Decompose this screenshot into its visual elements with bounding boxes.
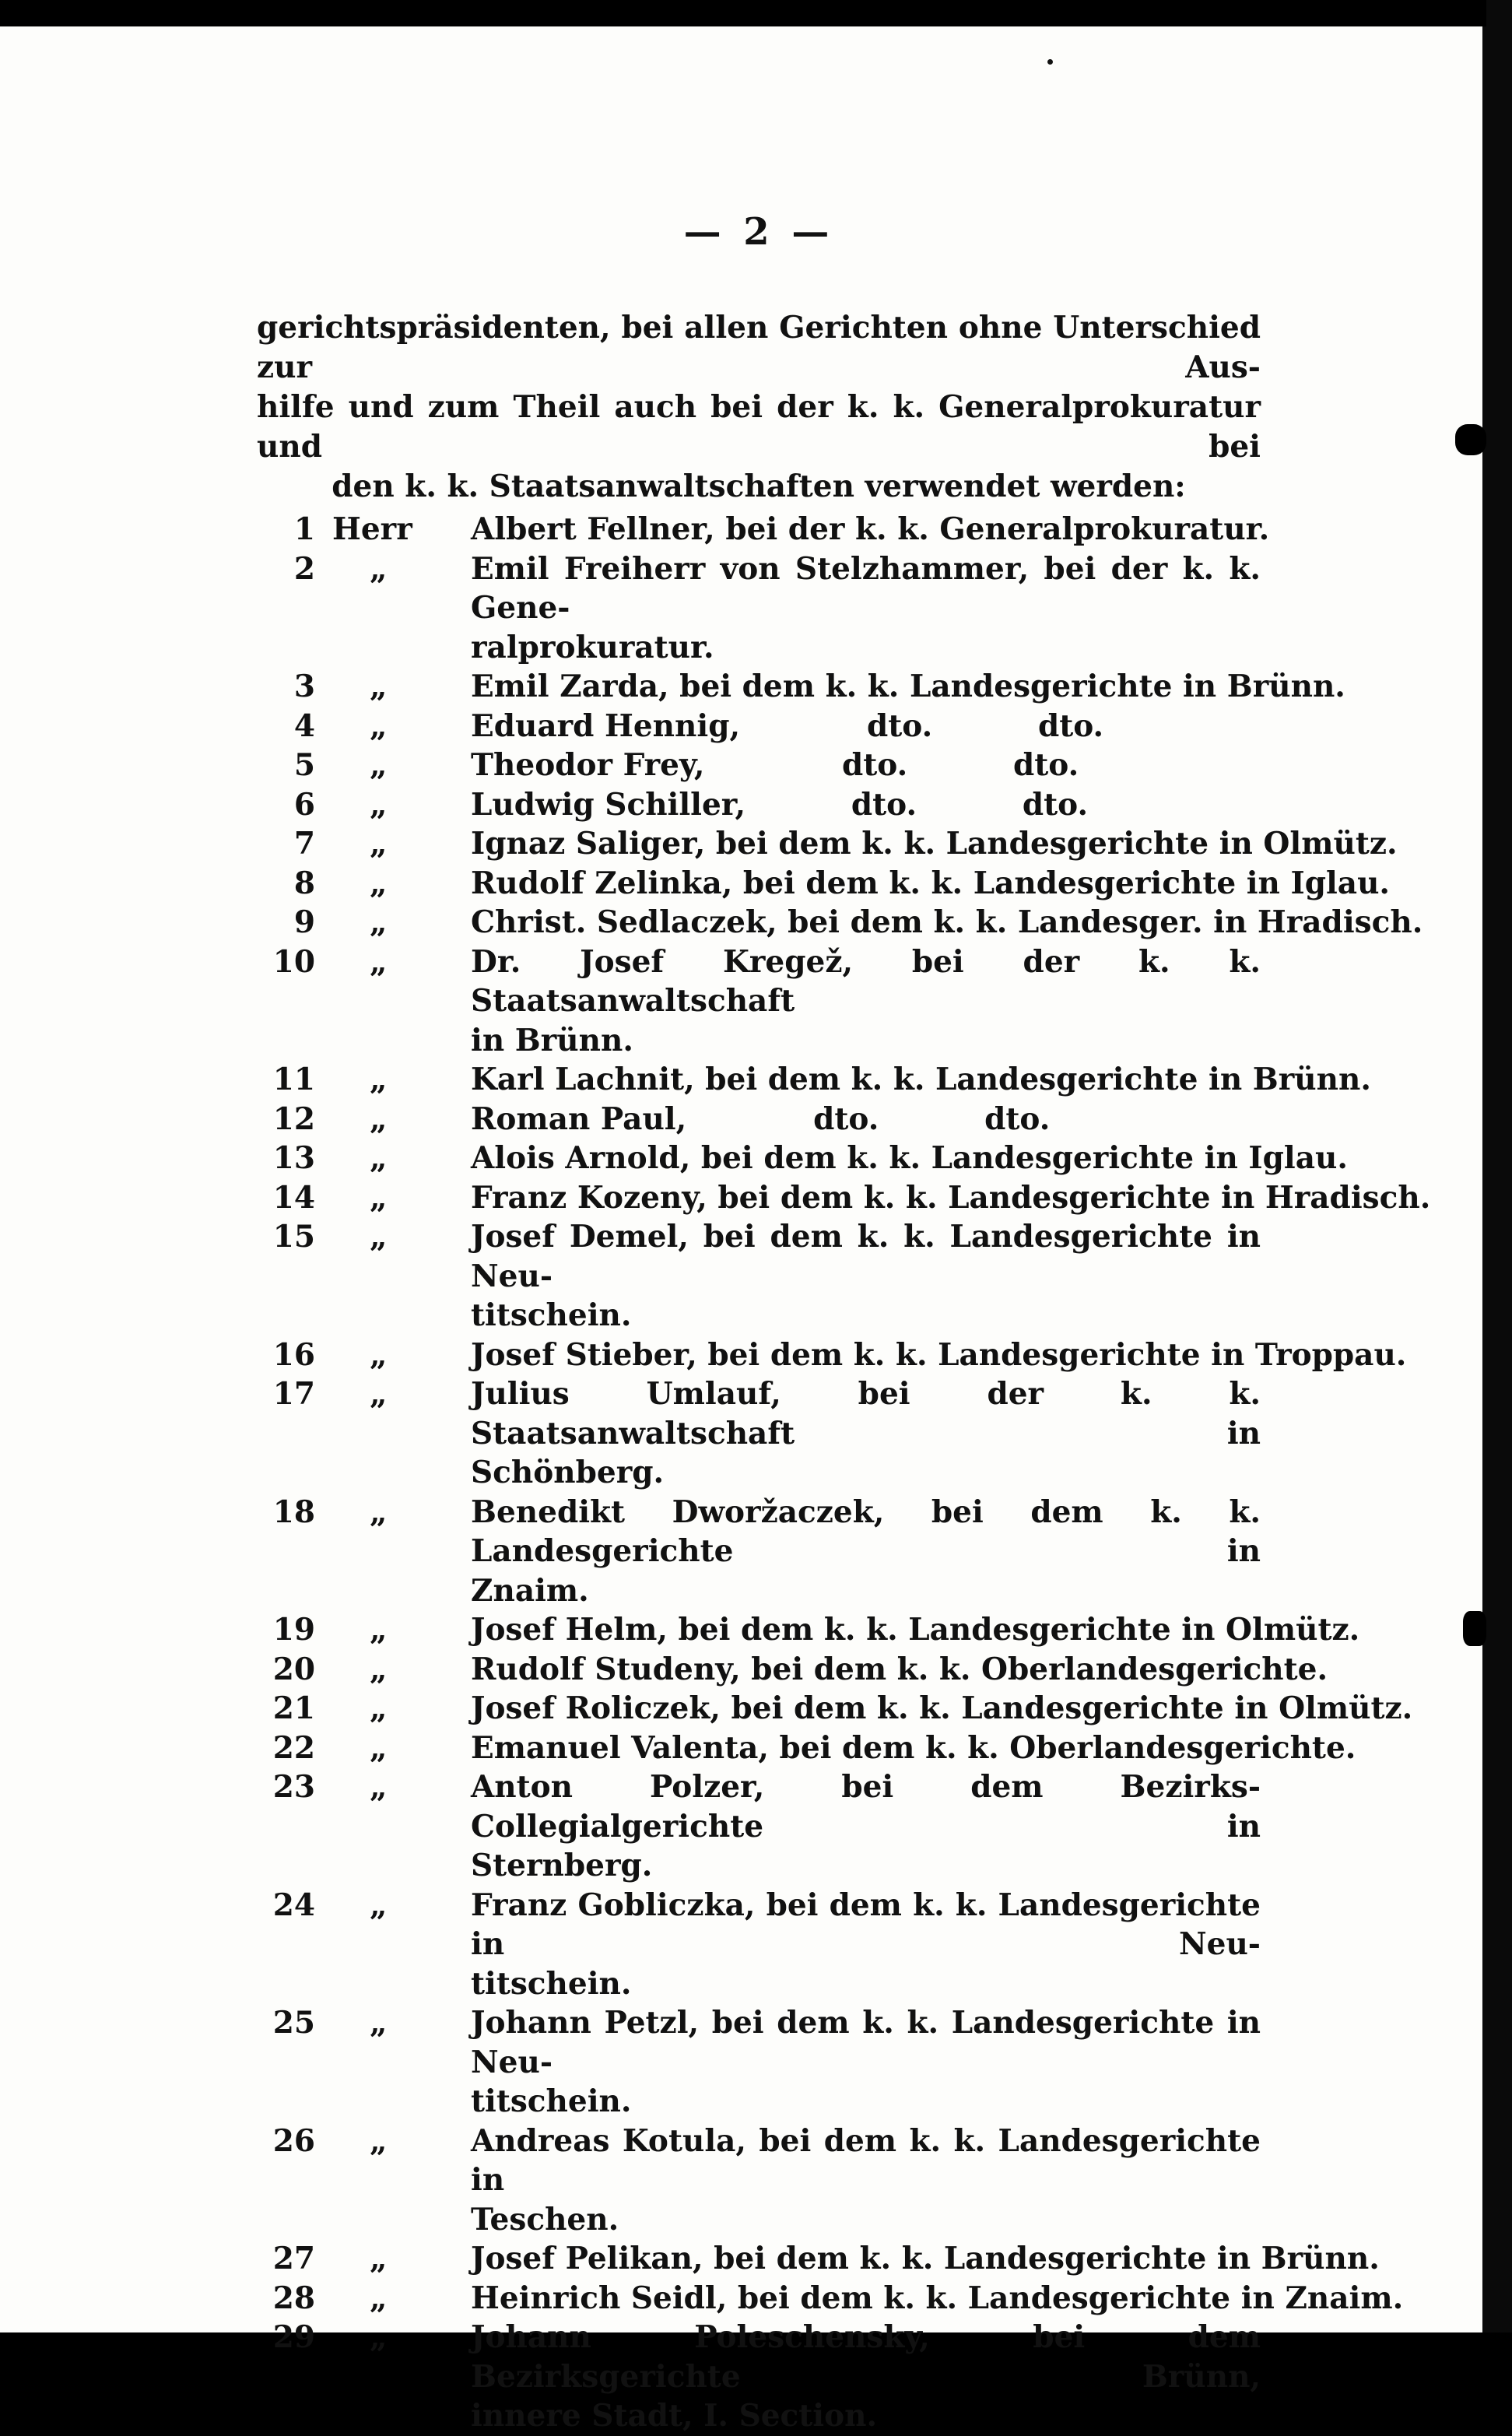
entry-number: 8: [293, 865, 315, 901]
entry-text: [471, 1217, 1261, 1336]
edge-mark: [1463, 1611, 1486, 1646]
ditto-mark: „: [370, 1690, 388, 1726]
entry-text: [471, 864, 1390, 904]
entry-number: 11: [272, 1062, 315, 1097]
entry-number: 21: [272, 1690, 315, 1726]
entry-line: Franz Gobliczka, bei dem k. k. Landesgerichte in Neu-: [471, 1887, 1261, 1962]
entry-text: [471, 824, 1398, 864]
entry-line: innere Stadt, I. Section.: [471, 2398, 878, 2434]
entry-text: [471, 1178, 1430, 1218]
entry-line: Sternberg.: [471, 1848, 653, 1883]
entry-line: Josef Helm, bei dem k. k. Landesgerichte in Olmütz.: [471, 1612, 1360, 1648]
entry-line: Anton Polzer, bei dem Bezirks-Collegialgerichte in: [471, 1769, 1261, 1845]
scan-top-border: [0, 0, 1512, 26]
entry-line: Josef Roliczek, bei dem k. k. Landesgerichte in Olmütz.: [471, 1690, 1413, 1726]
entry-line: titschein.: [471, 1297, 632, 1333]
entry-text: [471, 1767, 1261, 1886]
list-item: [257, 1729, 1356, 1768]
ditto-mark: „: [370, 1219, 388, 1255]
list-item: [257, 667, 1345, 707]
entry-number: 27: [272, 2241, 315, 2276]
entry-text: [471, 510, 1269, 549]
entry-text: [471, 746, 1261, 785]
entry-text: [471, 785, 1261, 825]
entry-number: 14: [272, 1179, 315, 1216]
list-item: [257, 1650, 1328, 1690]
entry-text: [471, 2239, 1380, 2279]
ditto-mark: „: [370, 707, 388, 744]
entry-number: 4: [293, 707, 315, 744]
entry-number: 17: [272, 1376, 315, 1412]
entry-line: Josef Demel, bei dem k. k. Landesgerichte in Neu-: [471, 1219, 1261, 1294]
entry-number: 3: [293, 669, 315, 704]
list-item: [257, 1767, 1261, 1886]
ditto-mark: „: [370, 1769, 388, 1805]
entry-line: Eduard Hennig, dto. dto.: [471, 707, 1104, 744]
entry-number: 6: [293, 786, 315, 823]
entry-line: Schönberg.: [471, 1455, 665, 1490]
entry-number: 12: [272, 1100, 315, 1137]
list-item: [257, 510, 1270, 549]
entry-line: Ludwig Schiller, dto. dto.: [471, 786, 1089, 823]
entry-line: Karl Lachnit, bei dem k. k. Landesgerichte in Brünn.: [471, 1062, 1371, 1097]
entry-line: Heinrich Seidl, bei dem k. k. Landesgerichte in Znaim.: [471, 2280, 1404, 2316]
entry-text: [471, 2279, 1403, 2318]
speck: [1047, 59, 1053, 65]
entry-number: 1: [293, 511, 315, 547]
ditto-mark: „: [370, 904, 388, 940]
name-list: [257, 510, 1431, 2436]
entry-text: [471, 1336, 1406, 1375]
intro-line: hilfe und zum Theil auch bei der k. k. Generalprokuratur und bei: [257, 389, 1261, 465]
entry-line: Johann Petzl, bei dem k. k. Landesgerichte in Neu-: [471, 2005, 1261, 2080]
entry-text: [471, 1060, 1371, 1100]
intro-line: gerichtspräsidenten, bei allen Gerichten ohne Unterschied zur Aus-: [257, 310, 1261, 385]
entry-line: Julius Umlauf, bei der k. k. Staatsanwaltschaft in: [471, 1376, 1261, 1451]
ditto-mark: „: [370, 1336, 388, 1373]
entry-line: Emil Zarda, bei dem k. k. Landesgerichte in Brünn.: [471, 669, 1345, 704]
entry-line: Dr. Josef Kregež, bei der k. k. Staatsanwaltschaft: [471, 943, 1261, 1019]
entry-number: 7: [293, 826, 315, 862]
list-item: [257, 864, 1391, 904]
entry-number: 15: [272, 1219, 315, 1255]
entry-line: in Brünn.: [471, 1022, 633, 1058]
ditto-mark: „: [370, 1140, 388, 1176]
entry-line: Teschen.: [471, 2201, 619, 2238]
entry-number: 10: [272, 943, 315, 980]
intro-paragraph: [257, 308, 1261, 507]
ditto-mark: „: [370, 1100, 388, 1137]
entry-text: [471, 1689, 1412, 1729]
ditto-mark: „: [370, 1612, 388, 1648]
entry-number: 20: [272, 1651, 315, 1687]
entry-number: 18: [272, 1494, 315, 1530]
entry-text: [471, 549, 1261, 668]
list-item: [257, 1060, 1371, 1100]
entry-line: Andreas Kotula, bei dem k. k. Landesgerichte in: [471, 2122, 1261, 2198]
entry-text: [471, 942, 1261, 1061]
list-item: [257, 1689, 1413, 1729]
entry-number: 19: [272, 1612, 315, 1648]
list-item: [257, 746, 1261, 785]
entry-text: [471, 1139, 1348, 1178]
edge-mark: [1463, 0, 1486, 26]
entry-text: [471, 2122, 1261, 2240]
entry-line: Josef Pelikan, bei dem k. k. Landesgerichte in Brünn.: [471, 2241, 1380, 2276]
entry-number: 13: [272, 1140, 315, 1176]
entry-line: Emanuel Valenta, bei dem k. k. Oberlandesgerichte.: [471, 1729, 1356, 1766]
document-content: [257, 210, 1431, 2436]
ditto-mark: „: [370, 786, 388, 823]
list-item: [257, 1336, 1407, 1375]
entry-line: Johann Poleschensky, bei dem Bezirksgerichte Brünn,: [471, 2319, 1261, 2395]
entry-line: Josef Stieber, bei dem k. k. Landesgerichte in Troppau.: [471, 1336, 1407, 1373]
list-item: [257, 1217, 1261, 1336]
ditto-mark: „: [370, 1887, 388, 1923]
entry-line: titschein.: [471, 2083, 632, 2119]
entry-line: ralprokuratur.: [471, 629, 714, 665]
entry-number: 28: [272, 2280, 315, 2316]
list-item: [257, 1610, 1360, 1650]
list-item: [257, 1100, 1261, 1139]
list-item: [257, 903, 1423, 942]
list-item: [257, 2122, 1261, 2240]
entry-line: Alois Arnold, bei dem k. k. Landesgerichte in Iglau.: [471, 1140, 1348, 1176]
ditto-mark: „: [370, 2005, 388, 2041]
list-item: [257, 1374, 1261, 1493]
entry-number: 22: [272, 1729, 315, 1766]
entry-number: 9: [293, 904, 315, 940]
ditto-mark: „: [370, 1651, 388, 1687]
ditto-mark: „: [370, 1062, 388, 1097]
entry-number: 24: [272, 1887, 315, 1923]
ditto-mark: „: [370, 826, 388, 862]
ditto-mark: „: [370, 1179, 388, 1216]
entry-text: [471, 1729, 1356, 1768]
entry-number: 5: [293, 747, 315, 783]
list-item: [257, 2003, 1261, 2122]
entry-line: Christ. Sedlaczek, bei dem k. k. Landesger. in Hradisch.: [471, 904, 1423, 940]
entry-text: [471, 2003, 1261, 2122]
ditto-mark: „: [370, 2241, 388, 2276]
list-item: [257, 824, 1398, 864]
list-item: [257, 1886, 1261, 2004]
list-item: [257, 785, 1261, 825]
entry-text: [471, 2318, 1261, 2436]
entry-line: Emil Freiherr von Stelzhammer, bei der k. k. Gene-: [471, 550, 1261, 626]
entry-text: [471, 667, 1345, 707]
list-item: [257, 942, 1261, 1061]
page-number: — 2 —: [683, 210, 834, 254]
ditto-mark: „: [370, 2122, 388, 2159]
list-item: [257, 1178, 1431, 1218]
entry-number: 16: [272, 1336, 315, 1373]
entry-line: Benedikt Dworžaczek, bei dem k. k. Landesgerichte in: [471, 1494, 1261, 1569]
entry-line: Rudolf Zelinka, bei dem k. k. Landesgerichte in Iglau.: [471, 865, 1391, 901]
entry-text: [471, 1493, 1261, 1611]
ditto-mark: „: [370, 1494, 388, 1530]
entry-number: 25: [272, 2005, 315, 2041]
entry-line: Rudolf Studeny, bei dem k. k. Oberlandesgerichte.: [471, 1651, 1328, 1687]
entry-line: Roman Paul, dto. dto.: [471, 1100, 1051, 1137]
entry-text: [471, 707, 1261, 746]
ditto-mark: „: [370, 669, 388, 704]
list-item: [257, 707, 1261, 746]
list-item: [257, 2318, 1261, 2436]
ditto-mark: „: [370, 865, 388, 901]
entry-line: Theodor Frey, dto. dto.: [471, 747, 1079, 783]
ditto-mark: „: [370, 747, 388, 783]
entry-text: [471, 1650, 1328, 1690]
edge-mark: [1455, 424, 1486, 455]
intro-line: den k. k. Staatsanwaltschaften verwendet werden:: [332, 469, 1186, 504]
entry-text: [471, 903, 1423, 942]
ditto-mark: „: [370, 1729, 388, 1766]
entry-number: 26: [272, 2122, 315, 2159]
entry-line: titschein.: [471, 1965, 632, 2002]
entry-title: Herr: [332, 511, 412, 547]
entry-number: 23: [272, 1769, 315, 1805]
entry-line: Franz Kozeny, bei dem k. k. Landesgerichte in Hradisch.: [471, 1179, 1431, 1216]
entry-text: [471, 1100, 1261, 1139]
ditto-mark: „: [370, 1376, 388, 1412]
scan-right-border: [1482, 0, 1512, 2332]
entry-number: 2: [293, 550, 315, 587]
list-item: [257, 2279, 1404, 2318]
entry-text: [471, 1374, 1261, 1493]
ditto-mark: „: [370, 550, 388, 587]
entry-text: [471, 1610, 1359, 1650]
list-item: [257, 2239, 1380, 2279]
list-item: [257, 1139, 1348, 1178]
ditto-mark: „: [370, 943, 388, 980]
ditto-mark: „: [370, 2280, 388, 2316]
entry-number: 29: [272, 2319, 315, 2355]
ditto-mark: „: [370, 2319, 388, 2355]
entry-line: Ignaz Saliger, bei dem k. k. Landesgerichte in Olmütz.: [471, 826, 1398, 862]
entry-text: [471, 1886, 1261, 2004]
list-item: [257, 549, 1261, 668]
list-item: [257, 1493, 1261, 1611]
entry-line: Znaim.: [471, 1572, 589, 1609]
entry-line: Albert Fellner, bei der k. k. Generalprokuratur.: [471, 511, 1270, 547]
